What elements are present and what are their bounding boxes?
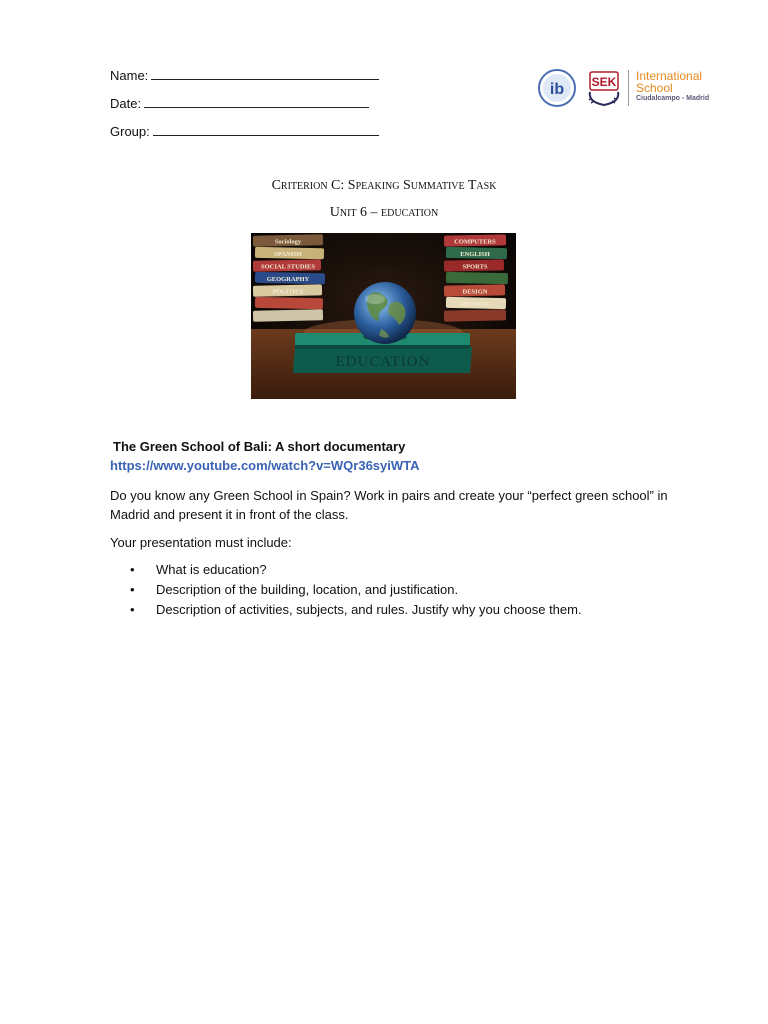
book-spine-label: Sociology bbox=[274, 238, 302, 246]
date-label: Date: bbox=[110, 96, 142, 111]
list-item bbox=[130, 562, 582, 582]
documentary-title: The Green School of Bali: A short documentary bbox=[113, 439, 406, 454]
instructions-paragraph: Do you know any Green School in Spain? Work in pairs and create your “perfect green school” in Madrid and present it in front of the class. bbox=[110, 488, 668, 522]
name-label: Name: bbox=[110, 68, 149, 83]
book-spine-label: FINANCE bbox=[460, 301, 490, 308]
sek-badge-icon bbox=[584, 68, 624, 106]
book-spine-label: SOCIAL STUDIES bbox=[260, 263, 316, 271]
school-logos bbox=[536, 66, 718, 110]
school-line3: Ciudalcampo - Madrid bbox=[636, 95, 710, 102]
group-field[interactable] bbox=[110, 124, 379, 139]
book-spine-label: SPORTS bbox=[462, 263, 488, 271]
unit-title: Unit 6 – education bbox=[329, 205, 439, 220]
school-line2: School bbox=[636, 81, 673, 95]
date-line bbox=[144, 96, 369, 108]
bullet-icon: • bbox=[130, 602, 135, 617]
list-item bbox=[130, 582, 582, 602]
school-name bbox=[636, 70, 709, 102]
requirements-list bbox=[130, 562, 582, 622]
book-spine-label: GEOGRAPHY bbox=[266, 276, 310, 283]
criterion-title: Criterion C: Speaking Summative Task bbox=[271, 178, 497, 193]
book-spine-label: COMPUTERS bbox=[454, 238, 496, 246]
ib-logo-text: ib bbox=[549, 81, 565, 98]
name-line bbox=[151, 68, 379, 80]
book-spine-label: ENGLISH bbox=[460, 251, 490, 258]
logo-divider bbox=[628, 70, 629, 106]
group-line bbox=[153, 124, 379, 136]
book-spine bbox=[255, 297, 323, 309]
list-item bbox=[130, 602, 582, 622]
school-line1: International bbox=[636, 69, 703, 83]
name-field[interactable] bbox=[110, 68, 379, 83]
book-spine bbox=[446, 272, 508, 284]
date-field[interactable] bbox=[110, 96, 369, 111]
book-spine-label: DESIGN bbox=[462, 288, 488, 296]
education-hero-image bbox=[251, 233, 516, 399]
book-spine-label: POLITICS bbox=[272, 288, 304, 296]
ib-logo-icon bbox=[536, 68, 578, 108]
bullet-icon: • bbox=[130, 562, 135, 577]
book-spine bbox=[253, 309, 323, 321]
sek-badge-text: SEK bbox=[591, 75, 617, 89]
book-spine-label: SPANISH bbox=[274, 251, 302, 258]
group-label: Group: bbox=[110, 124, 150, 139]
bullet-icon: • bbox=[130, 582, 135, 597]
book-spine bbox=[444, 309, 506, 321]
presentation-intro: Your presentation must include: bbox=[110, 535, 292, 550]
documentary-link[interactable]: https://www.youtube.com/watch?v=WQr36syiWTA bbox=[110, 458, 420, 473]
education-book-label: EDUCATION bbox=[335, 354, 431, 370]
list-item-text: Description of activities, subjects, and rules. Justify why you choose them. bbox=[156, 602, 582, 617]
list-item-text: What is education? bbox=[156, 562, 267, 577]
list-item-text: Description of the building, location, and justification. bbox=[156, 582, 459, 597]
